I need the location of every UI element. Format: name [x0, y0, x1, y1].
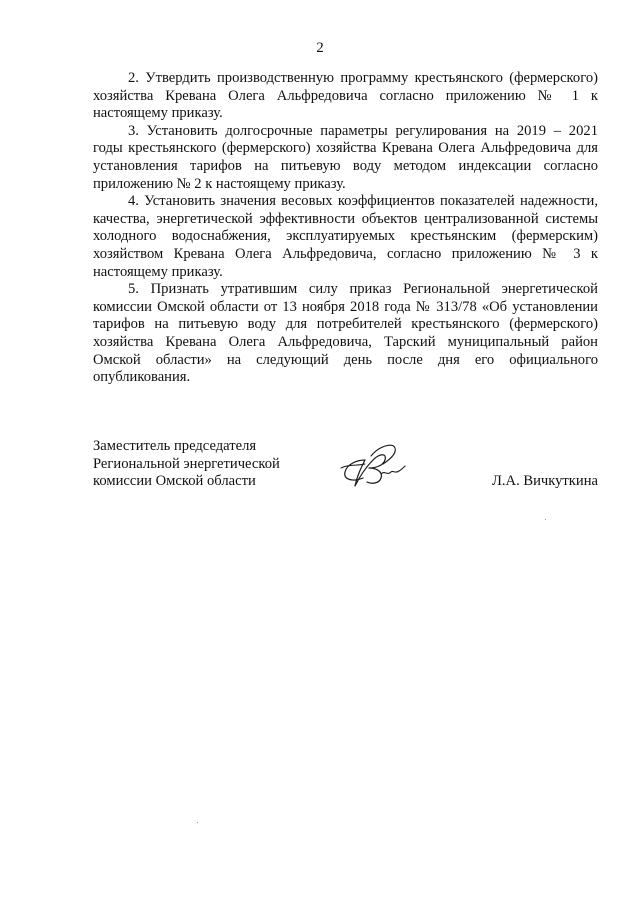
- signature-block: [93, 438, 598, 498]
- signer-title-line: Заместитель председателя: [93, 438, 257, 454]
- scan-speck: [545, 519, 546, 520]
- paragraph-item-2: 2. Утвердить производственную программу крестьянского (фермерского) хозяйства Кревана Олега Альфредовича согласно приложению № 1 к настоящему приказу.: [93, 70, 598, 122]
- scan-speck: [197, 822, 198, 823]
- document-body: [93, 70, 598, 387]
- paragraph-item-3: 3. Установить долгосрочные параметры регулирования на 2019 – 2021 годы крестьянского (фермерского) хозяйства Кревана Олега Альфредовича для установления тарифов на питьевую воду методом индексации согласно приложению № 2 к настоящему приказу.: [93, 122, 598, 192]
- handwritten-signature: [335, 438, 407, 493]
- paragraph-item-4: 4. Установить значения весовых коэффициентов показателей надежности, качества, энергетической эффективности объектов централизованной системы холодного водоснабжения, эксплуатируемых крестьянским (фермерским) хозяйством Кревана Олега Альфредовича, согласно приложению № 3 к настоящему приказу.: [93, 193, 598, 280]
- paragraph-item-5: 5. Признать утратившим силу приказ Региональной энергетической комиссии Омской области от 13 ноября 2018 года № 313/78 «Об установлении тарифов на питьевую воду для потребителей крестьянского (фермерского) хозяйства Кревана Олега Альфредовича, Тарский муниципальный район Омской области» на следующий день после дня его официального опубликования.: [93, 281, 598, 386]
- signer-title-line: Региональной энергетической: [93, 455, 280, 472]
- signer-name: Л.А. Вичкуткина: [491, 473, 598, 489]
- page-number: 2: [316, 40, 324, 56]
- signer-title-line: комиссии Омской области: [93, 473, 256, 490]
- signer-title: [93, 438, 280, 491]
